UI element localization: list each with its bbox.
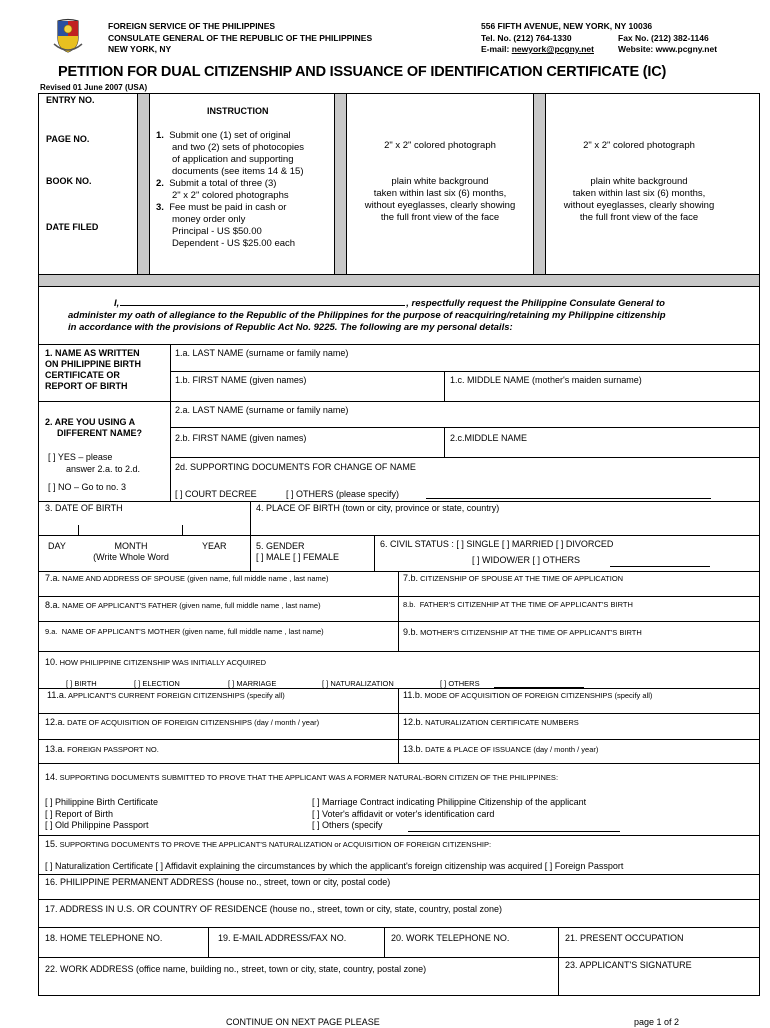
- gray-strip: [39, 274, 759, 286]
- q3-date-of-birth: 3. DATE OF BIRTH: [45, 503, 123, 513]
- header-left: [108, 21, 372, 56]
- q13a-passport-no[interactable]: 13.a. FOREIGN PASSPORT NO.: [45, 744, 159, 754]
- q3-month[interactable]: MONTH (Write Whole Word: [93, 541, 169, 562]
- q13b-passport-issuance[interactable]: 13.b. DATE & PLACE OF ISSUANCE (day / month / year): [403, 744, 599, 754]
- q2a-last-name[interactable]: 2.a. LAST NAME (surname or family name): [175, 405, 349, 415]
- q1a-last-name[interactable]: 1.a. LAST NAME (surname or family name): [175, 348, 349, 358]
- gray-bar-1: [137, 94, 149, 274]
- q2c-middle-name[interactable]: 2.c.MIDDLE NAME: [450, 433, 528, 443]
- oath-paragraph: I, , respectfully request the Philippine Consulate General to administer my oath of allegiance to the Republic of the Philippines for the purpose of reacquiring/retaining my Philippine citizenship in accordance with the provisions of Republic Act No. 9225. The following are my personal details:: [68, 298, 666, 333]
- revised-date: Revised 01 June 2007 (USA): [40, 83, 148, 92]
- header-email-label: E-mail:: [481, 44, 512, 54]
- photo-box-2[interactable]: 2" x 2" colored photograph plain white background taken within last six (6) months, without eyeglasses, clearly showing the full front view of the face: [546, 140, 732, 224]
- gray-bar-2: [334, 94, 346, 274]
- q2-no-option[interactable]: [ ] NO – Go to no. 3: [48, 482, 127, 492]
- philippine-seal: [52, 18, 84, 54]
- header-address: 556 FIFTH AVENUE, NEW YORK, NY 10036: [481, 21, 653, 31]
- header-website: Website: www.pcgny.net: [618, 44, 718, 54]
- q1c-middle-name[interactable]: 1.c. MIDDLE NAME (mother's maiden surname): [450, 375, 642, 385]
- q2b-first-name[interactable]: 2.b. FIRST NAME (given names): [175, 433, 307, 443]
- header-line-3: NEW YORK, NY: [108, 44, 172, 54]
- q12b-naturalization-cert[interactable]: 12.b. NATURALIZATION CERTIFICATE NUMBERS: [403, 717, 579, 727]
- q3-day[interactable]: DAY: [48, 541, 66, 551]
- photo-size-1: 2" x 2" colored photograph: [384, 140, 496, 151]
- q10-others[interactable]: [ ] OTHERS: [440, 679, 480, 688]
- q15-label: 15. SUPPORTING DOCUMENTS TO PROVE THE APPLICANT'S NATURALIZATION or ACQUISITION OF FOREIGN CITIZENSHIP:: [45, 839, 492, 849]
- q2-label: 2. ARE YOU USING A DIFFERENT NAME?: [45, 417, 142, 438]
- q14-label: 14. SUPPORTING DOCUMENTS SUBMITTED TO PROVE THAT THE APPLICANT WAS A FORMER NATURAL-BORN CITIZEN OF THE PHILIPPINES:: [45, 772, 559, 782]
- page-number: page 1 of 2: [634, 1017, 680, 1027]
- page-no-label: PAGE NO.: [46, 134, 90, 144]
- q5-gender-options[interactable]: [ ] MALE [ ] FEMALE: [256, 552, 340, 562]
- header-line-1: FOREIGN SERVICE OF THE PHILIPPINES: [108, 21, 276, 31]
- q17-us-address[interactable]: 17. ADDRESS IN U.S. OR COUNTRY OF RESIDENCE (house no., street, town or city, state, country, postal zone): [45, 904, 502, 914]
- q2-yes-option[interactable]: [ ] YES – please answer 2.a. to 2.d.: [48, 452, 141, 474]
- q14-left-options[interactable]: [ ] Philippine Birth Certificate [ ] Report of Birth [ ] Old Philippine Passport: [45, 797, 159, 830]
- header-email-link[interactable]: newyork@pcgny.net: [511, 44, 594, 54]
- photo-box-1[interactable]: 2" x 2" colored photograph plain white background taken within last six (6) months, without eyeglasses, clearly showing the full front view of the face: [347, 140, 533, 224]
- q11a-foreign-citizenships[interactable]: 11.a. APPLICANT'S CURRENT FOREIGN CITIZENSHIPS (specify all): [47, 690, 285, 700]
- entry-no-label: ENTRY NO.: [46, 95, 95, 105]
- photo-size-2: 2" x 2" colored photograph: [583, 140, 695, 151]
- q9b-mother-citizenship[interactable]: 9.b. MOTHER'S CITIZENSHIP AT THE TIME OF APPLICANT'S BIRTH: [403, 627, 642, 637]
- q4-place-of-birth[interactable]: 4. PLACE OF BIRTH (town or city, province or state, country): [256, 503, 500, 513]
- instruction-heading: INSTRUCTION: [207, 106, 269, 116]
- q6-civil-status-2[interactable]: [ ] WIDOW/ER [ ] OTHERS: [472, 555, 580, 565]
- header-tel: Tel. No. (212) 764-1330: [481, 32, 572, 43]
- q7b-spouse-citizenship[interactable]: 7.b. CITIZENSHIP OF SPOUSE AT THE TIME OF APPLICATION: [403, 573, 624, 583]
- instruction-list: 1. Submit one (1) set of original and two (2) sets of photocopies of application and supporting documents (see items 14 & 15) 2. Submit a total of three (3) 2" x 2" colored photographs 3. Fee must be paid in cash or money order only Principal - US $50.00 Dependent - US $25.00 each: [156, 130, 305, 249]
- q7a-spouse[interactable]: 7.a. NAME AND ADDRESS OF SPOUSE (given name, full middle name , last name): [45, 573, 329, 583]
- q3-year[interactable]: YEAR: [202, 541, 227, 551]
- q6-civil-status[interactable]: 6. CIVIL STATUS : [ ] SINGLE [ ] MARRIED [ ] DIVORCED: [380, 539, 614, 549]
- header-fax: Fax No. (212) 382-1146: [618, 32, 709, 43]
- q8b-father-citizenship[interactable]: 8.b. FATHER'S CITIZENHIP AT THE TIME OF APPLICANT'S BIRTH: [403, 600, 633, 609]
- continue-note: CONTINUE ON NEXT PAGE PLEASE: [226, 1017, 380, 1027]
- q1b-first-name[interactable]: 1.b. FIRST NAME (given names): [175, 375, 307, 385]
- q10-naturalization[interactable]: [ ] NATURALIZATION: [322, 679, 394, 688]
- q1-label: 1. NAME AS WRITTEN ON PHILIPPINE BIRTH CERTIFICATE OR REPORT OF BIRTH: [45, 348, 142, 391]
- q20-work-phone[interactable]: 20. WORK TELEPHONE NO.: [391, 933, 510, 943]
- q10-election[interactable]: [ ] ELECTION: [134, 679, 180, 688]
- q9a-mother[interactable]: 9.a. NAME OF APPLICANT'S MOTHER (given name, full middle name , last name): [45, 627, 324, 636]
- date-filed-label: DATE FILED: [46, 222, 99, 232]
- header-line-2: CONSULATE GENERAL OF THE REPUBLIC OF THE PHILIPPINES: [108, 32, 373, 43]
- form-title: PETITION FOR DUAL CITIZENSHIP AND ISSUANCE OF IDENTIFICATION CERTIFICATE (IC): [58, 64, 667, 80]
- q21-occupation[interactable]: 21. PRESENT OCCUPATION: [565, 933, 684, 943]
- q23-signature[interactable]: 23. APPLICANT'S SIGNATURE: [565, 960, 692, 970]
- q10-birth[interactable]: [ ] BIRTH: [66, 679, 97, 688]
- q15-options[interactable]: [ ] Naturalization Certificate [ ] Affidavit explaining the circumstances by which the applicant's foreign citizenship was acquired [ ] Foreign Passport: [45, 861, 624, 871]
- q2-court-decree[interactable]: [ ] COURT DECREE: [175, 489, 257, 499]
- q10-label: 10. HOW PHILIPPINE CITIZENSHIP WAS INITIALLY ACQUIRED: [45, 657, 267, 667]
- applicant-name-line[interactable]: [120, 305, 405, 306]
- header-right: [481, 21, 731, 56]
- q2d-supporting-docs: 2d. SUPPORTING DOCUMENTS FOR CHANGE OF NAME: [175, 462, 416, 472]
- q19-email-fax[interactable]: 19. E-MAIL ADDRESS/FAX NO.: [218, 933, 347, 943]
- q22-work-address[interactable]: 22. WORK ADDRESS (office name, building no., street, town or city, state, country, postal zone): [45, 964, 427, 974]
- q12a-date-acquisition[interactable]: 12.a. DATE OF ACQUISITION OF FOREIGN CITIZENSHIPS (day / month / year): [45, 717, 320, 727]
- q5-gender-label: 5. GENDER: [256, 541, 305, 551]
- q16-ph-address[interactable]: 16. PHILIPPINE PERMANENT ADDRESS (house no., street, town or city, postal code): [45, 877, 391, 887]
- q14-right-options[interactable]: [ ] Marriage Contract indicating Philippine Citizenship of the applicant [ ] Voter's affidavit or voter's identification card [ ] Others (specify: [312, 797, 587, 830]
- q11b-mode-acquisition[interactable]: 11.b. MODE OF ACQUISITION OF FOREIGN CITIZENSHIPS (specify all): [403, 690, 653, 700]
- gray-bar-3: [533, 94, 545, 274]
- q18-home-phone[interactable]: 18. HOME TELEPHONE NO.: [45, 933, 163, 943]
- q2-others[interactable]: [ ] OTHERS (please specify): [286, 489, 400, 499]
- book-no-label: BOOK NO.: [46, 176, 92, 186]
- q8a-father[interactable]: 8.a. NAME OF APPLICANT'S FATHER (given name, full middle name , last name): [45, 600, 321, 610]
- q10-marriage[interactable]: [ ] MARRIAGE: [228, 679, 277, 688]
